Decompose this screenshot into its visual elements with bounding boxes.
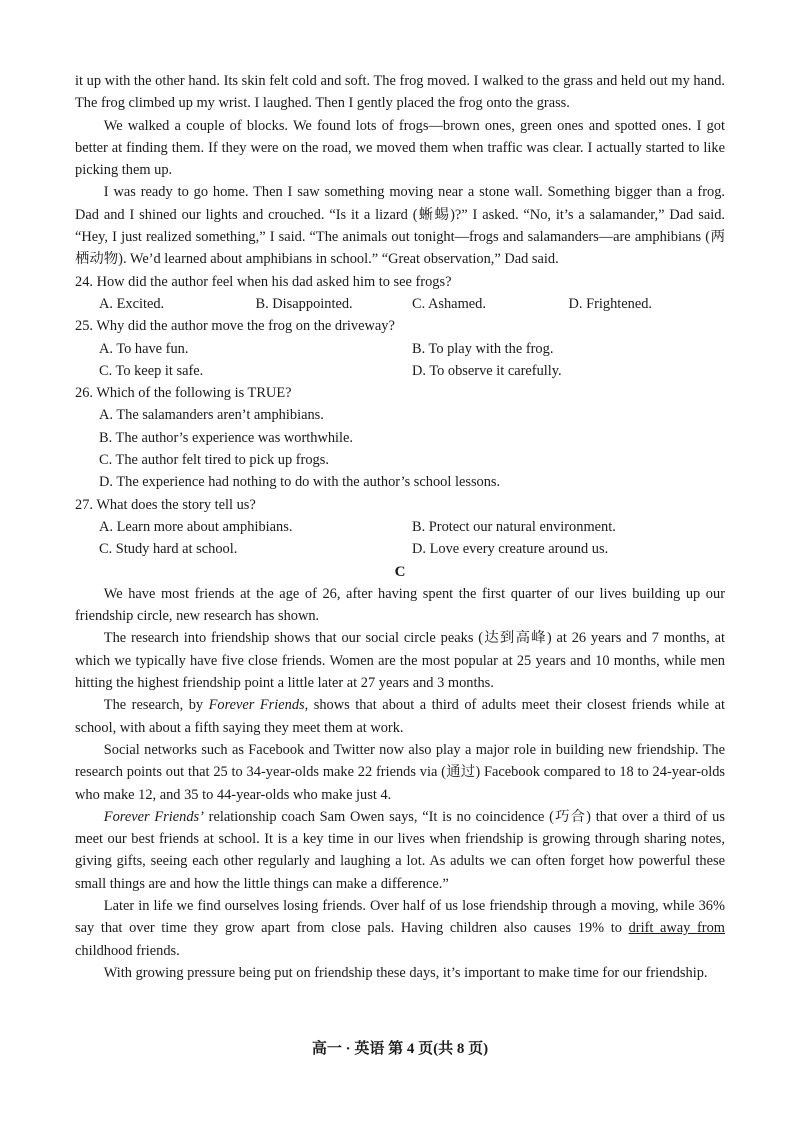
passage-c-paragraph-6: [75, 895, 725, 962]
option-b: B. To play with the frog.: [412, 340, 554, 357]
text-run: , shows that about a third of adults meet their closest friends while at school, with about a fifth saying they meet them at work.: [75, 697, 725, 736]
option-d: D. Love every creature around us.: [412, 541, 609, 558]
passage-c-paragraph-1: We have most friends at the age of 26, after having spent the first quarter of our lives building up our friendship circle, new research has shown.: [75, 585, 725, 625]
question-25: [75, 315, 725, 382]
text-run: Later in life we find ourselves losing friends. Over half of us lose friendship through a moving, while 36% say that over time they grow apart from close pals. Having children also causes 19% to: [75, 897, 725, 937]
option-b: B. Disappointed.: [255, 295, 353, 312]
option-a: A. To have fun.: [99, 340, 189, 357]
passage-c-paragraph-5: [75, 806, 725, 895]
option-c: C. The author felt tired to pick up frogs.: [99, 452, 329, 469]
text-run: childhood friends.: [75, 942, 180, 959]
passage-c-paragraph-2: The research into friendship shows that our social circle peaks (达到高峰) at 26 years and 7 months, at which we typically have five close friends. Women are the most popular at 25 years and 10 months, while men hitting the highest friendship point a little later at 27 years and 3 months.: [75, 630, 725, 692]
section-title: C: [394, 563, 406, 580]
option-b: B. The author’s experience was worthwhile.: [99, 429, 354, 446]
option-d: D. The experience had nothing to do with the author’s school lessons.: [99, 474, 501, 491]
passage-c-paragraph-3: [75, 694, 725, 739]
question-27: [75, 494, 725, 561]
italic-source-name: Forever Friends’: [103, 808, 204, 825]
passage-b-paragraph-1: We walked a couple of blocks. We found lots of frogs—brown ones, green ones and spotted ones. I got better at finding them. If they were on the road, we moved them when traffic was clear. I actually started to like picking them up.: [75, 117, 725, 179]
option-a: A. The salamanders aren’t amphibians.: [99, 407, 324, 424]
question-26: [75, 382, 725, 493]
option-a: A. Excited.: [99, 295, 165, 312]
question-24: [75, 271, 725, 316]
question-stem: 25. Why did the author move the frog on the driveway?: [75, 318, 395, 335]
page-footer: 高一 · 英语 第 4 页(共 8 页): [311, 1041, 489, 1057]
passage-b-paragraph-0: it up with the other hand. Its skin felt cold and soft. The frog moved. I walked to the grass and held out my hand. The frog climbed up my wrist. I laughed. Then I gently placed the frog onto the grass.: [75, 73, 725, 112]
option-a: A. Learn more about amphibians.: [99, 518, 293, 535]
question-stem: 26. Which of the following is TRUE?: [75, 385, 292, 402]
options-row: [75, 293, 725, 315]
text-run: relationship coach Sam Owen says, “It is no coincidence (巧合) that over a third of us meet our best friends at school. It is a key time in our lives when friendship is growing through sharing notes, giving gifts, seeing each other regularly and laughing a lot. As adults we can often forget how powerful these small things are and how the little things can make a difference.”: [75, 808, 725, 892]
option-b: B. Protect our natural environment.: [412, 518, 616, 535]
options-row: [75, 516, 725, 538]
passage-b-paragraph-2: I was ready to go home. Then I saw something moving near a stone wall. Something bigger than a frog. Dad and I shined our lights and crouched. “Is it a lizard (蜥蜴)?” I asked. “No, it’s a salamander,” Dad said. “Hey, I just realized something,” I said. “The animals out tonight—frogs and salamanders—are amphibians (两栖动物). We’d learned about amphibians in school.” “Great observation,” Dad said.: [75, 184, 725, 268]
passage-c-paragraph-4: Social networks such as Facebook and Twitter now also play a major role in building new friendship. The research points out that 25 to 34-year-olds make 22 friends via (通过) Facebook compared to 18 to 24-year-olds who make 12, and 35 to 44-year-olds who make just 4.: [75, 741, 725, 803]
italic-source-name: Forever Friends: [208, 697, 305, 714]
options-row: [75, 538, 725, 560]
page-content: [75, 70, 725, 984]
option-c: C. To keep it safe.: [99, 362, 204, 379]
option-c: C. Study hard at school.: [99, 541, 238, 558]
underlined-phrase: drift away from: [628, 920, 725, 937]
options-row: [75, 360, 725, 382]
question-stem: 24. How did the author feel when his dad asked him to see frogs?: [75, 273, 452, 290]
option-d: D. To observe it carefully.: [412, 362, 562, 379]
option-d: D. Frightened.: [568, 295, 653, 312]
options-row: [75, 338, 725, 360]
text-run: The research, by: [103, 697, 209, 714]
option-c: C. Ashamed.: [412, 295, 486, 312]
question-stem: 27. What does the story tell us?: [75, 496, 256, 513]
passage-c-paragraph-7: With growing pressure being put on friendship these days, it’s important to make time for our friendship.: [103, 964, 708, 981]
